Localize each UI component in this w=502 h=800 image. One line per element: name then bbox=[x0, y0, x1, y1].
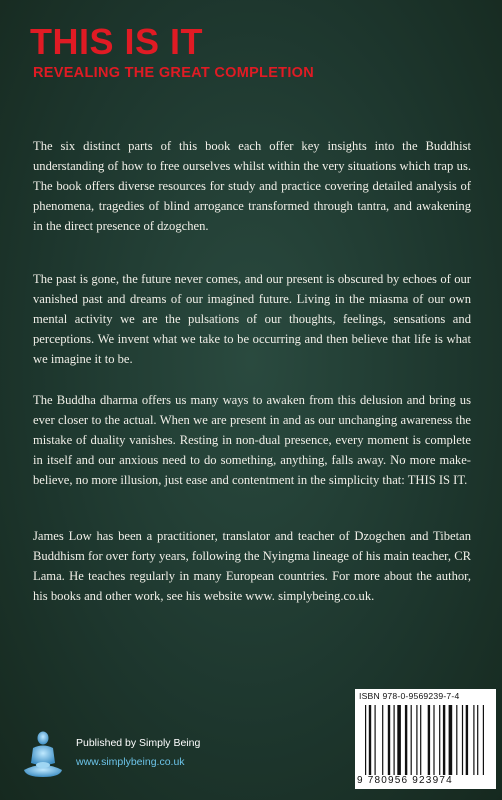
book-subtitle: REVEALING THE GREAT COMPLETION bbox=[33, 65, 315, 81]
barcode-bars bbox=[365, 705, 486, 775]
author-bio: James Low has been a practitioner, translator and teacher of Dzogchen and Tibetan Buddhism for over forty years, following the Nyingma lineage of his main teacher, CR Lama. He teaches regularly in many European countries. For more about the author, his books and other work, see his website www. simplybeing.co.uk. bbox=[33, 529, 471, 603]
blurb-paragraph-1: The six distinct parts of this book each offer key insights into the Buddhist understanding of how to free ourselves whilst within the very situations which trap us. The book offers diverse resources for study and practice covering detailed analysis of phenomena, tragedies of blind arrogance transformed through tantra, and awakening in the direct presence of dzogchen. bbox=[33, 139, 471, 233]
barcode-digits: 9 780956 923974 bbox=[357, 775, 453, 786]
meditating-buddha-icon bbox=[20, 730, 66, 782]
blurb-paragraph-3: The Buddha dharma offers us many ways to awaken from this delusion and bring us ever closer to the actual. When we are present in and as our unchanging awareness the mistake of duality vanishes. Resting in non-dual presence, every moment is complete in itself and our anxious need to do something, anything, falls away. No more make-believe, no more illusion, just ease and contentment in the simplicity that: THIS IS IT. bbox=[33, 393, 471, 487]
blurb-paragraph-2: The past is gone, the future never comes, and our present is obscured by echoes of our vanished past and dreams of our imagined future. Living in the miasma of our own mental activity we are the pulsations of our thoughts, feelings, sensations and perceptions. We invent what we take to be occurring and then believe that life is what we imagine it to be. bbox=[33, 272, 471, 366]
book-title: THIS IS IT bbox=[30, 21, 204, 62]
barcode bbox=[355, 689, 496, 789]
publisher-name: Published by Simply Being bbox=[76, 737, 201, 749]
isbn-label: ISBN 978-0-9569239-7-4 bbox=[359, 691, 460, 701]
publisher-website-link[interactable]: www.simplybeing.co.uk bbox=[76, 756, 185, 768]
